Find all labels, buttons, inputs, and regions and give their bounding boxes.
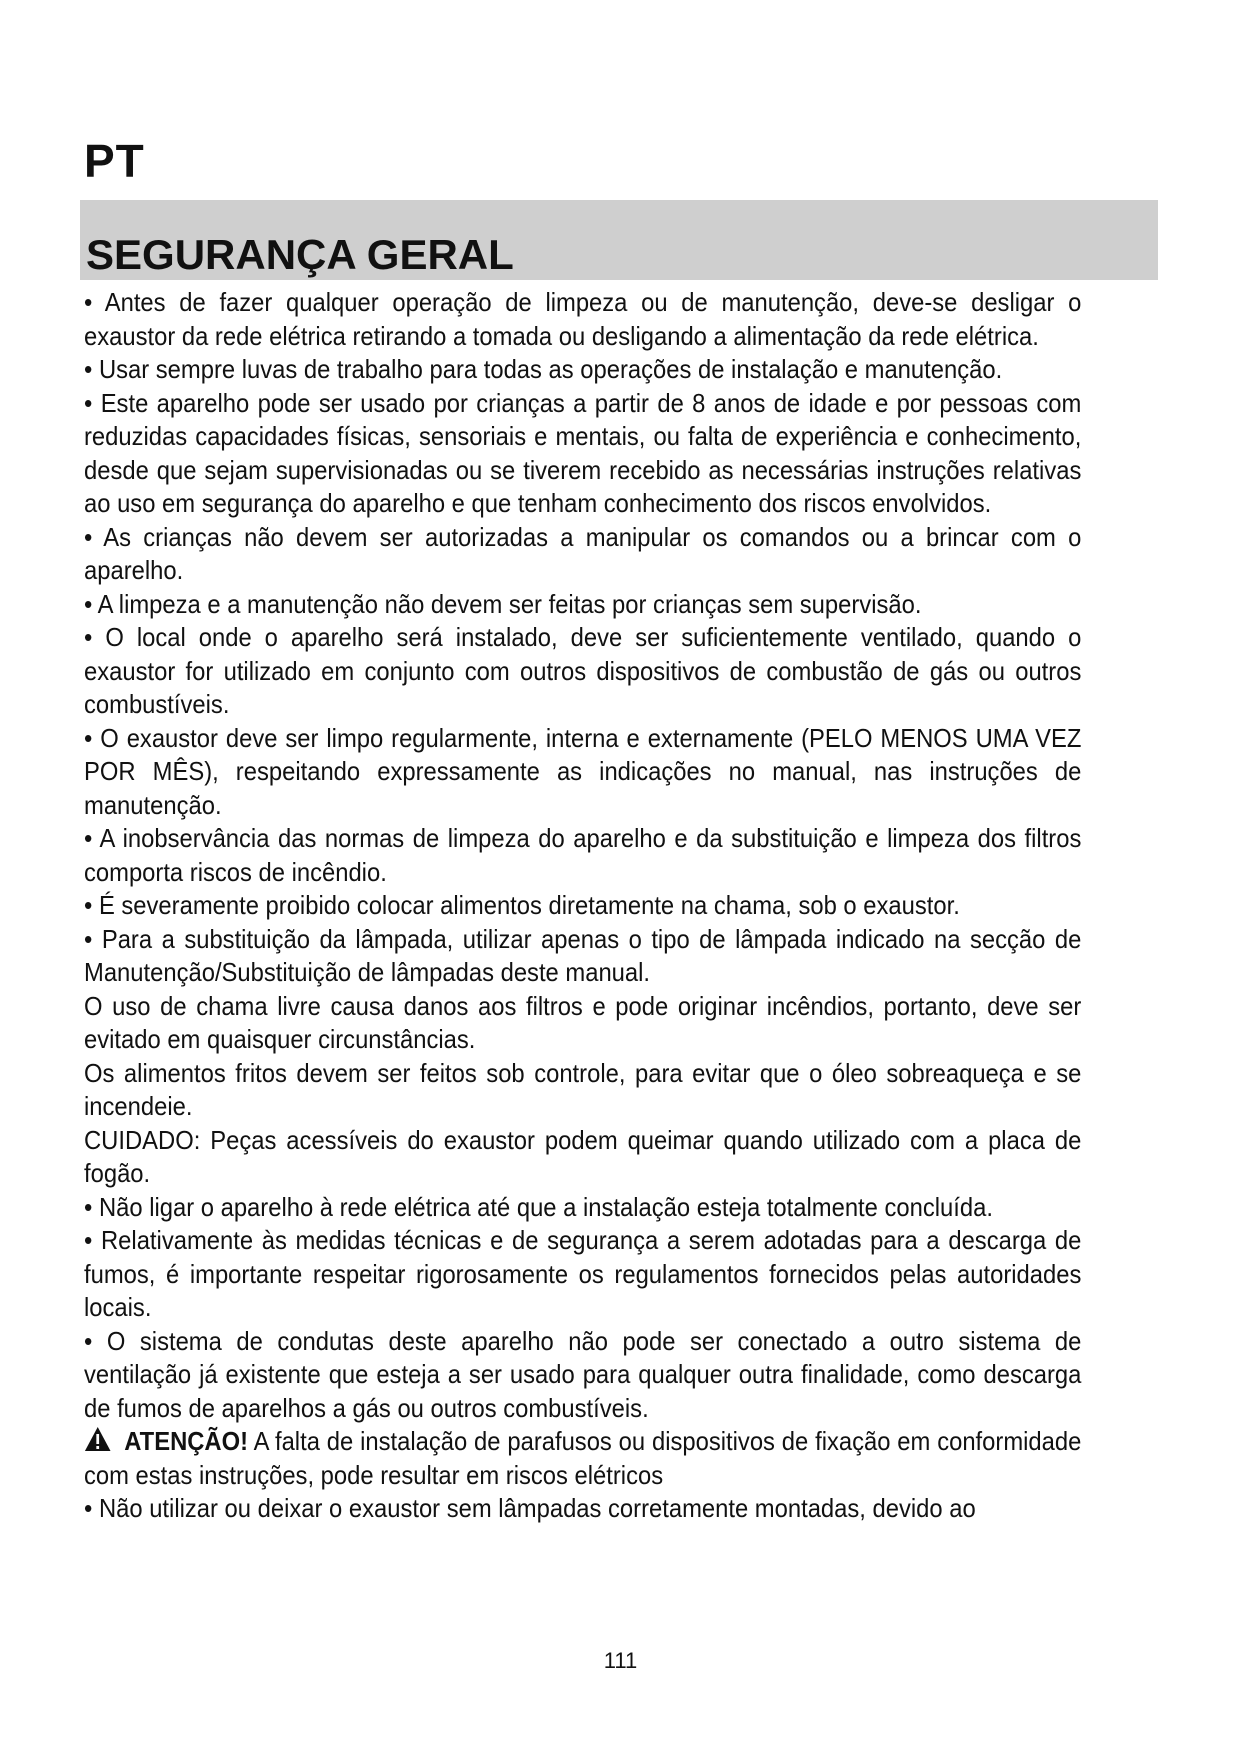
paragraph-open-flame: O uso de chama livre causa danos aos filtros e pode originar incêndios, portanto, deve ser evitado em quaisquer circunstâncias.	[84, 990, 1082, 1054]
safety-content	[84, 286, 1081, 1526]
paragraph-children-controls: • As crianças não devem ser autorizadas a manipular os comandos ou a brincar com o aparelho.	[84, 521, 1082, 585]
paragraph-fire-risk: • A inobservância das normas de limpeza do aparelho e da substituição e limpeza dos filtros comporta riscos de incêndio.	[84, 823, 1082, 887]
paragraph-no-flambe: • É severamente proibido colocar alimentos diretamente na chama, sob o exaustor.	[84, 890, 960, 920]
paragraph-lamps-mounted: • Não utilizar ou deixar o exaustor sem lâmpadas corretamente montadas, devido ao	[84, 1493, 976, 1523]
warning-text: A falta de instalação de parafusos ou dispositivos de fixação em conformidade com estas instruções, pode resultar em riscos elétricos	[84, 1426, 1082, 1490]
paragraph-gloves: • Usar sempre luvas de trabalho para todas as operações de instalação e manutenção.	[84, 354, 1003, 384]
paragraph-connect-after-install: • Não ligar o aparelho à rede elétrica até que a instalação esteja totalmente concluída.	[84, 1191, 993, 1222]
warning-paragraph	[84, 1425, 1081, 1492]
paragraph-frying: Os alimentos fritos devem ser feitos sob controle, para evitar que o óleo sobreaqueça e se incendeie.	[84, 1057, 1082, 1121]
paragraph-ventilation: • O local onde o aparelho será instalado, deve ser suficientemente ventilado, quando o exaustor for utilizado em conjunto com outros dispositivos de combustão de gás ou outros combustíveis.	[84, 622, 1082, 719]
paragraph-children-cleaning: • A limpeza e a manutenção não devem ser feitas por crianças sem supervisão.	[84, 588, 922, 619]
section-title: SEGURANÇA GERAL	[86, 231, 514, 278]
language-code: PT	[84, 135, 145, 187]
warning-label: ATENÇÃO!	[124, 1426, 249, 1456]
paragraph-caution-hot-parts: CUIDADO: Peças acessíveis do exaustor podem queimar quando utilizado com a placa de fogão.	[84, 1124, 1082, 1188]
paragraph-local-regulations: • Relativamente às medidas técnicas e de segurança a serem adotadas para a descarga de fumos, é importante respeitar rigorosamente os regulamentos fornecidos pelas autoridades locais.	[84, 1225, 1082, 1322]
paragraph-disconnect-power: • Antes de fazer qualquer operação de limpeza ou de manutenção, deve-se desligar o exaustor da rede elétrica retirando a tomada ou desligando a alimentação da rede elétrica.	[84, 287, 1082, 351]
paragraph-duct-system: • O sistema de condutas deste aparelho não pode ser conectado a outro sistema de ventilação já existente que esteja a ser usado para qualquer outra finalidade, como descarga de fumos de aparelhos a gás ou outros combustíveis.	[84, 1325, 1082, 1423]
paragraph-regular-cleaning: • O exaustor deve ser limpo regularmente, interna e externamente (PELO MENOS UMA VEZ POR MÊS), respeitando expressamente as indicações no manual, nas instruções de manutenção.	[84, 722, 1082, 820]
paragraph-lamp-replacement: • Para a substituição da lâmpada, utilizar apenas o tipo de lâmpada indicado na secção de Manutenção/Substituição de lâmpadas deste manual.	[84, 923, 1082, 987]
paragraph-children-usage: • Este aparelho pode ser usado por crianças a partir de 8 anos de idade e por pessoas com reduzidas capacidades físicas, sensoriais e mentais, ou falta de experiência e conhecimento, desde que sejam supervisionadas ou se tiverem recebido as necessárias instruções relativas ao uso em segurança do aparelho e que tenham conhecimento dos riscos envolvidos.	[84, 387, 1082, 518]
page-number: 111	[603, 1648, 638, 1673]
warning-triangle-icon	[84, 1426, 111, 1452]
section-header-bar	[80, 200, 1158, 280]
